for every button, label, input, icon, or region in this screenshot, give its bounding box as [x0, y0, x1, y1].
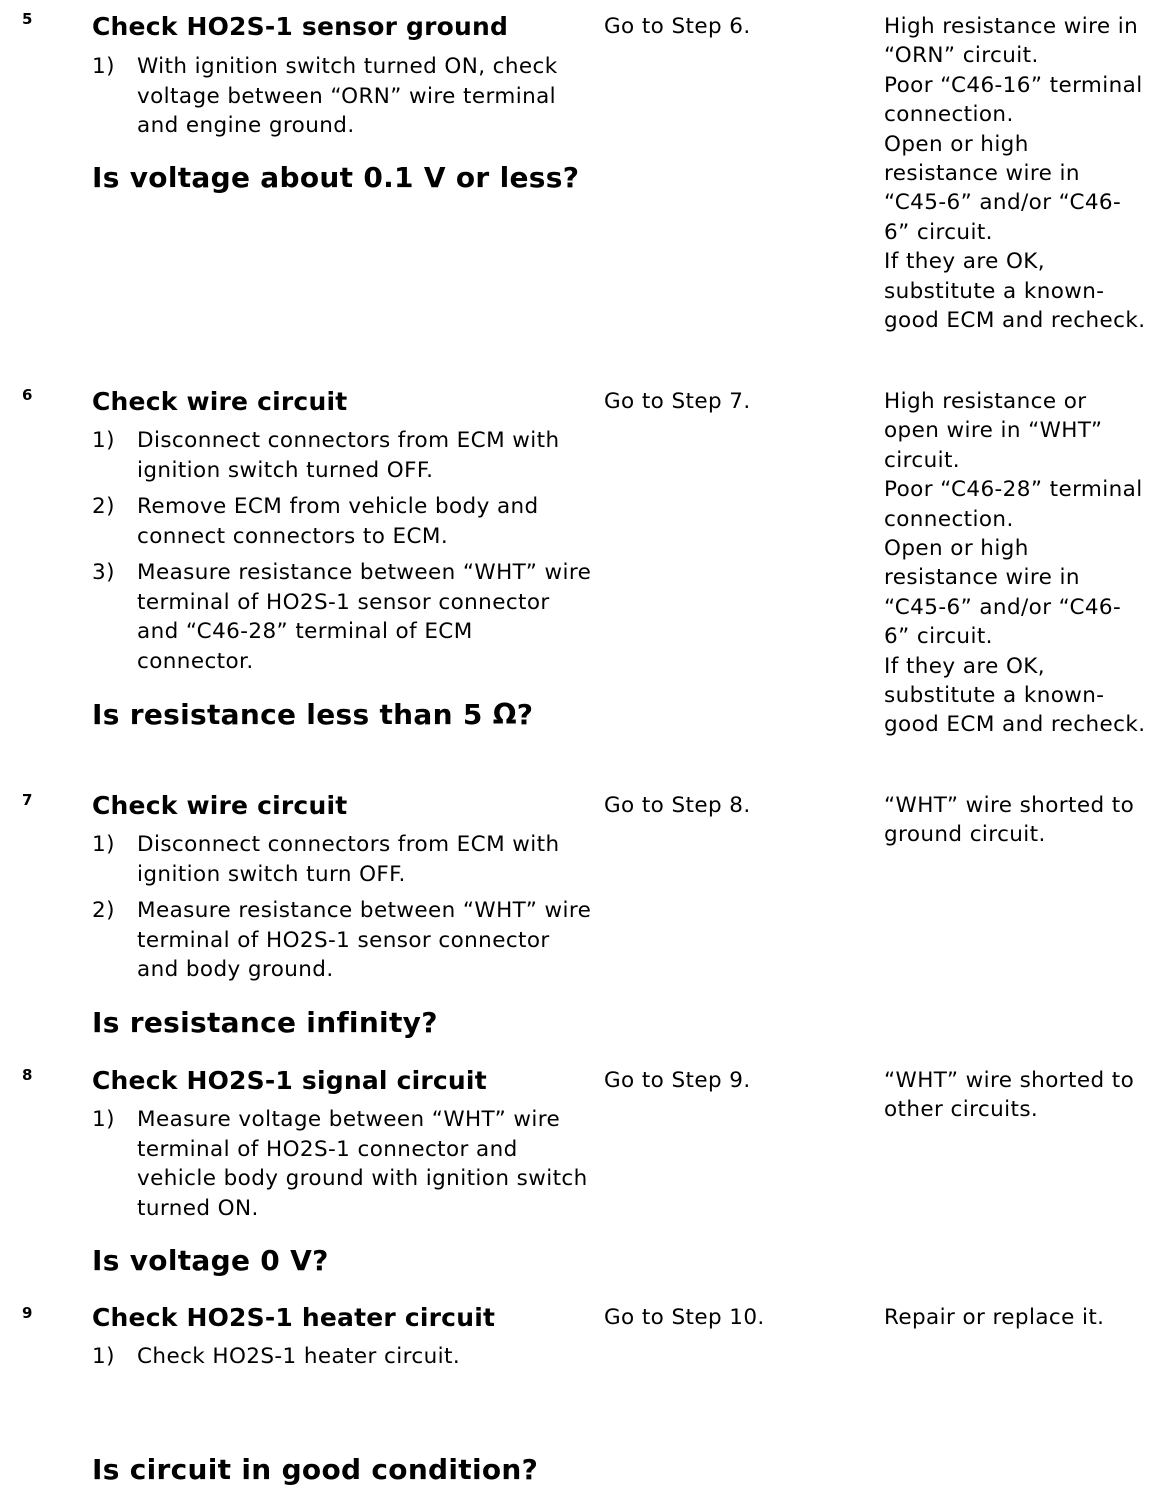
action-index: 2) [92, 494, 115, 519]
check-question: Is circuit in good condition? [92, 1453, 539, 1486]
action-index: 1) [92, 54, 115, 79]
action-item [92, 1105, 592, 1223]
check-question: Is resistance infinity? [92, 1006, 438, 1039]
no-result-list [884, 1303, 1146, 1332]
yes-result: Go to Step 8. [604, 793, 751, 818]
action-text: Measure voltage between “WHT” wire terminal of HO2S-1 connector and vehicle body ground with ignition switch turned ON. [137, 1107, 588, 1221]
action-item [92, 1342, 592, 1372]
step-title: Check HO2S-1 signal circuit [92, 1066, 487, 1095]
action-item [92, 830, 592, 889]
action-list [92, 426, 592, 683]
no-result-list [884, 791, 1146, 850]
action-index: 3) [92, 560, 115, 585]
action-index: 1) [92, 832, 115, 857]
check-question: Is voltage about 0.1 V or less? [92, 161, 580, 194]
no-result-item: “WHT” wire shorted to other circuits. [884, 1068, 1135, 1123]
action-text: Disconnect connectors from ECM with ignition switch turn OFF. [137, 832, 560, 887]
action-text: Measure resistance between “WHT” wire terminal of HO2S-1 sensor connector and body ground. [137, 898, 592, 982]
action-text: Disconnect connectors from ECM with ignition switch turned OFF. [137, 428, 560, 483]
step-number: 8 [22, 1066, 33, 1084]
step-number: 6 [22, 386, 33, 404]
no-result-item: Poor “C46-28” terminal connection. [884, 477, 1143, 532]
step-title: Check HO2S-1 sensor ground [92, 12, 509, 41]
no-result-item: If they are OK, substitute a known-good ECM and recheck. [884, 653, 1146, 738]
step-title: Check wire circuit [92, 387, 348, 416]
action-list [92, 1105, 592, 1230]
no-result-item: “WHT” wire shorted to ground circuit. [884, 793, 1135, 848]
action-index: 1) [92, 1344, 115, 1369]
action-index: 1) [92, 1107, 115, 1132]
action-text: Remove ECM from vehicle body and connect connectors to ECM. [137, 494, 539, 549]
no-result-item: High resistance wire in “ORN” circuit. [884, 14, 1139, 69]
no-result-item: Poor “C46-16” terminal connection. [884, 72, 1143, 128]
no-result-item: Open or high resistance wire in “C45-6” and/or “C46-6” circuit. [884, 536, 1122, 650]
yes-result: Go to Step 10. [604, 1305, 765, 1330]
no-result-list [884, 12, 1146, 335]
action-index: 2) [92, 898, 115, 923]
step-title: Check HO2S-1 heater circuit [92, 1303, 496, 1332]
action-list [92, 52, 592, 148]
action-item [92, 492, 592, 551]
action-text: Check HO2S-1 heater circuit. [137, 1344, 461, 1369]
action-text: Measure resistance between “WHT” wire terminal of HO2S-1 sensor connector and “C46-28” terminal of ECM connector. [137, 560, 592, 674]
action-text: With ignition switch turned ON, check voltage between “ORN” wire terminal and engine ground. [137, 54, 558, 138]
action-index: 1) [92, 428, 115, 453]
action-item [92, 52, 592, 141]
step-number: 7 [22, 791, 33, 809]
no-result-item: Open or high resistance wire in “C45-6” and/or “C46-6” circuit. [884, 131, 1122, 245]
check-question: Is voltage 0 V? [92, 1244, 329, 1277]
step-title: Check wire circuit [92, 791, 348, 820]
no-result-item: If they are OK, substitute a known-good ECM and recheck. [884, 249, 1146, 334]
action-item [92, 426, 592, 485]
check-question: Is resistance less than 5 Ω? [92, 698, 534, 731]
step-number: 9 [22, 1304, 33, 1322]
action-list [92, 830, 592, 992]
action-list [92, 1342, 592, 1379]
step-number: 5 [22, 10, 33, 28]
yes-result: Go to Step 9. [604, 1068, 751, 1093]
no-result-item: High resistance or open wire in “WHT” circuit. [884, 389, 1103, 473]
no-result-item: Repair or replace it. [884, 1305, 1105, 1330]
yes-result: Go to Step 7. [604, 389, 751, 414]
no-result-list [884, 387, 1146, 740]
action-item [92, 896, 592, 985]
no-result-list [884, 1066, 1146, 1125]
action-item [92, 558, 592, 676]
yes-result: Go to Step 6. [604, 14, 751, 39]
